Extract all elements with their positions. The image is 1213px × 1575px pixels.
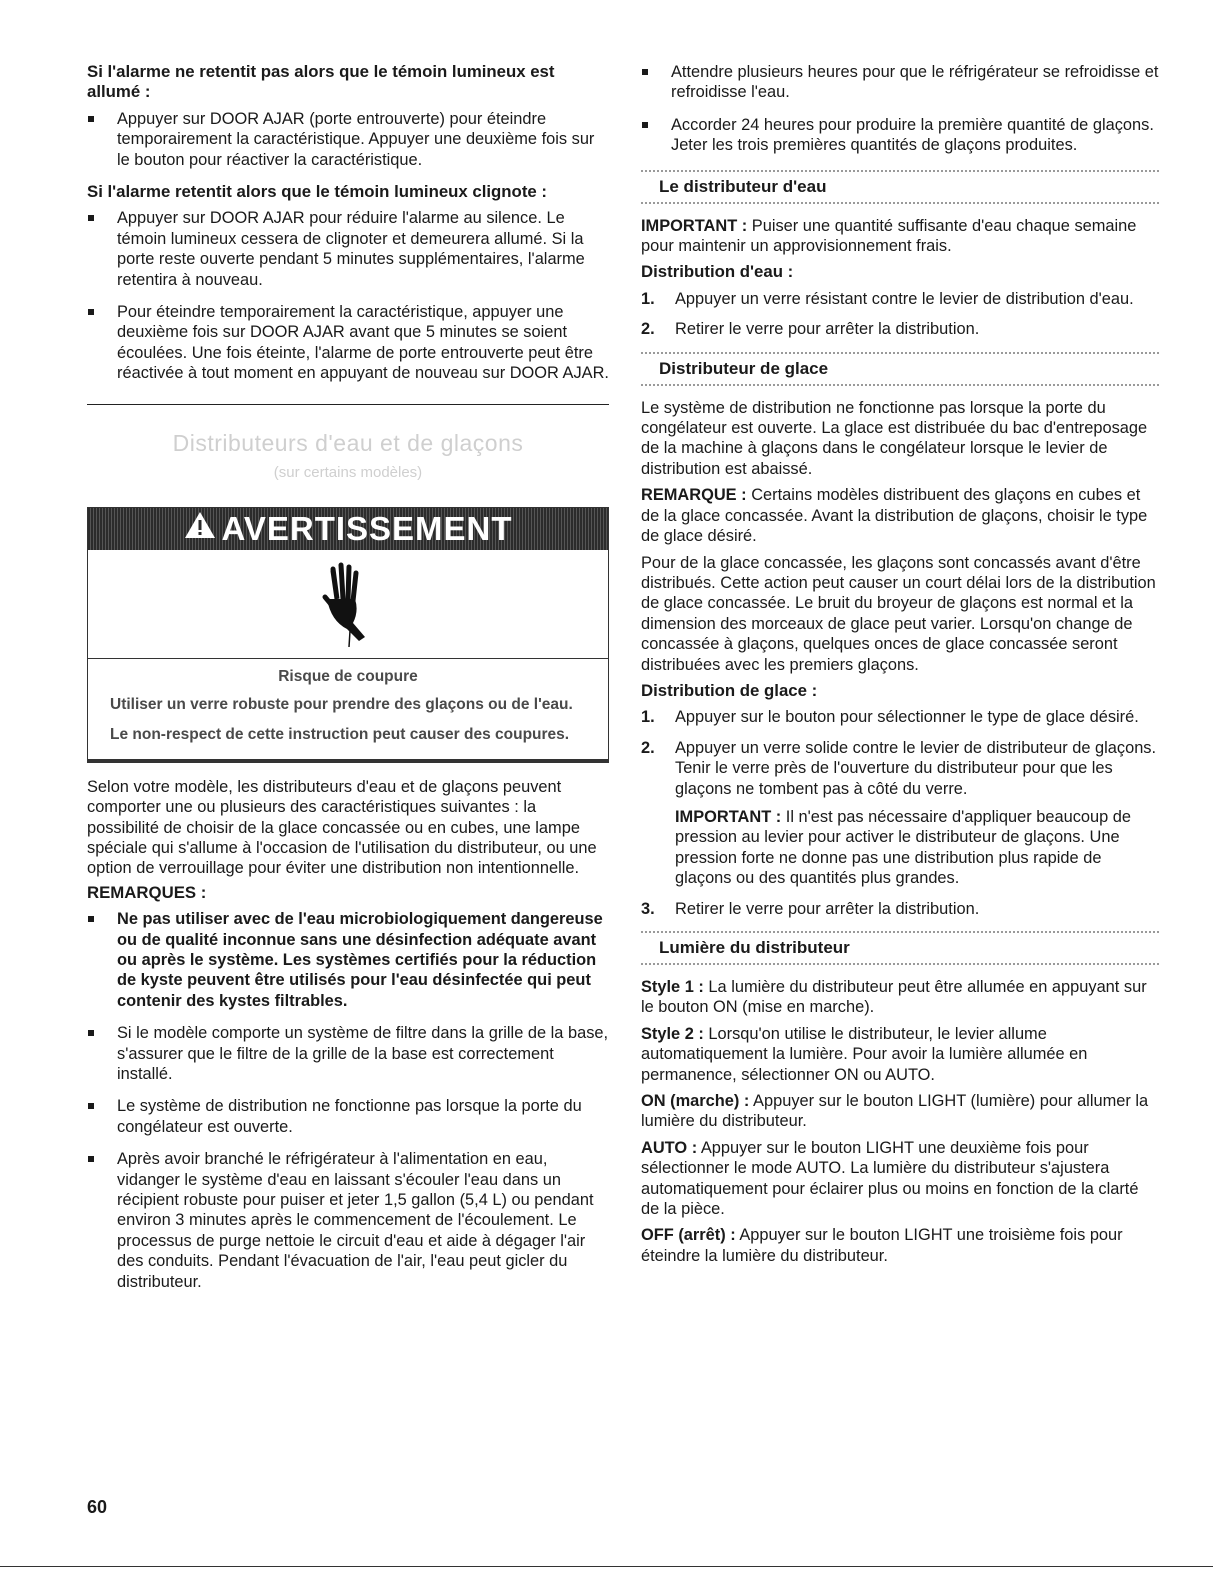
note-label: REMARQUE : xyxy=(641,486,747,505)
ice-paragraph-2: Pour de la glace concassée, les glaçons sont concassés avant d'être distribués. Cette action peut causer un court délai lors de la distribution de glace concassée. Le bruit du broyeur de glaçons est normal et la dimension des morceaux de glace peut varier. Lorsqu'on change de concassée à glaçons, quelques onces de glace concassée seront distribuées avec les premiers glaçons. xyxy=(641,553,1156,674)
item-text: Lorsqu'on utilise le distributeur, le levier allume automatiquement la lumière. Pour avoir la lumière allumée en permanence, sélectionner ON ou AUTO. xyxy=(641,1024,1088,1084)
dotted-rule xyxy=(641,202,1159,204)
list-item xyxy=(641,899,1159,919)
ice-note xyxy=(641,485,1159,546)
warning-box xyxy=(87,507,609,763)
dotted-rule xyxy=(641,963,1159,965)
warning-title: AVERTISSEMENT xyxy=(221,509,513,547)
item-text: Appuyer sur le bouton LIGHT une deuxième fois pour sélectionner le mode AUTO. La lumière du distributeur s'ajustera automatiquement pour éclairer plus ou moins en fonction de la clarté de la pièce. xyxy=(641,1138,1139,1219)
water-dispenser-title: Le distributeur d'eau xyxy=(659,176,827,196)
water-important xyxy=(641,216,1159,257)
cut-hand-icon xyxy=(88,550,608,659)
remarks-heading: REMARQUES : xyxy=(87,882,207,902)
dispenser-intro: Selon votre modèle, les distributeurs d'eau et de glaçons peuvent comporter une ou plusieurs des caractéristiques suivantes : la possibilité de choisir de la glace concassée ou en cubes, une lampe spéciale qui s'allume à l'occasion de l'utilisation du distributeur, ou une option de verrouillage pour éviter une distribution non intentionnelle. xyxy=(87,777,597,878)
list-item: Appuyer sur DOOR AJAR (porte entrouverte) pour éteindre temporairement la caractéristique. Appuyer une deuxième fois sur le bouton pour réactiver la caractéristique. xyxy=(87,109,609,170)
item-text: Appuyer sur le bouton LIGHT une troisième fois pour éteindre la lumière du distributeur. xyxy=(641,1226,1123,1265)
warning-line-2: Le non-respect de cette instruction peut causer des coupures. xyxy=(110,725,570,743)
section-subtitle: (sur certains modèles) xyxy=(273,463,423,481)
ice-dispenser-title-box xyxy=(641,352,1159,386)
item-text: Appuyer sur le bouton LIGHT (lumière) pour allumer la lumière du distributeur. xyxy=(641,1092,1149,1131)
important-text: Il n'est pas nécessaire d'appliquer beaucoup de pression au levier pour activer le distributeur de glaçons. Une pression forte ne donne pas une distribution plus rapide de glaçons ou des quantités plus grandes. xyxy=(675,807,1132,888)
ice-startup-list xyxy=(641,62,1159,156)
light-style-2 xyxy=(641,1024,1159,1085)
alarm-steady-list xyxy=(87,109,609,170)
bottom-rule xyxy=(0,1566,1213,1567)
water-dispenser-title-box xyxy=(641,170,1159,204)
step-number: 2. xyxy=(641,738,655,757)
list-item: Pour éteindre temporairement la caractéristique, appuyer une deuxième fois sur DOOR AJAR avant que 5 minutes se soient écoulées. Une fois éteinte, l'alarme de porte entrouverte peut être réactivée à tout moment en appuyant de nouveau sur DOOR AJAR. xyxy=(87,302,609,384)
step-number: 1. xyxy=(641,289,655,308)
list-item: Appuyer sur DOOR AJAR pour réduire l'alarme au silence. Le témoin lumineux cessera de clignoter et demeurera allumé. Si la porte reste ouverte pendant 5 minutes supplémentaires, l'alarme retentira à nouveau. xyxy=(87,208,609,290)
alarm-steady-heading: Si l'alarme ne retentit pas alors que le témoin lumineux est allumé : xyxy=(87,62,555,102)
list-item xyxy=(641,289,1159,309)
light-auto xyxy=(641,1138,1159,1220)
item-text: La lumière du distributeur peut être allumée en appuyant sur le bouton ON (mise en marche). xyxy=(641,978,1147,1017)
ice-paragraph-1: Le système de distribution ne fonctionne pas lorsque la porte du congélateur est ouverte. La glace est distribuée du bac d'entreposage de la machine à glaçons dans le congélateur lorsque le levier de distribution est abaissé. xyxy=(641,398,1148,478)
item-label: ON (marche) : xyxy=(641,1092,750,1111)
ice-dispenser-title: Distributeur de glace xyxy=(659,358,829,378)
list-item: Si le modèle comporte un système de filtre dans la grille de la base, s'assurer que le filtre de la grille de la base est correctement installé. xyxy=(87,1023,609,1084)
step-text: Retirer le verre pour arrêter la distribution. xyxy=(675,899,980,918)
right-column xyxy=(641,62,1159,1266)
warning-body xyxy=(88,659,608,762)
ice-distribution-heading: Distribution de glace : xyxy=(641,680,818,700)
important-label: IMPORTANT : xyxy=(641,216,748,235)
list-item: Ne pas utiliser avec de l'eau microbiologiquement dangereuse ou de qualité inconnue sans une désinfection adéquate avant ou après le système. Les systèmes certifiés pour la réduction de kyste peuvent être utilisés pour l'eau désinfectée qui peut contenir des kystes filtrables. xyxy=(87,909,609,1011)
step-text: Appuyer sur le bouton pour sélectionner le type de glace désiré. xyxy=(675,708,1139,727)
step-text: Retirer le verre pour arrêter la distribution. xyxy=(675,320,980,339)
left-column xyxy=(87,62,609,1304)
warning-risk: Risque de coupure xyxy=(278,667,418,685)
alarm-blink-heading: Si l'alarme retentit alors que le témoin lumineux clignote : xyxy=(87,182,547,202)
list-item xyxy=(641,738,1159,889)
item-label: AUTO : xyxy=(641,1138,698,1157)
light-style-1 xyxy=(641,977,1159,1018)
step-important xyxy=(675,807,1159,889)
list-item: Accorder 24 heures pour produire la première quantité de glaçons. Jeter les trois premières quantités de glaçons produites. xyxy=(641,115,1159,156)
item-label: Style 2 : xyxy=(641,1024,704,1043)
dotted-rule xyxy=(641,384,1159,386)
note-text: Certains modèles distribuent des glaçons en cubes et de la glace concassée. Avant la distribution de glaçons, choisir le type de glace désiré. xyxy=(641,486,1148,546)
item-label: OFF (arrêt) : xyxy=(641,1226,736,1245)
warning-line-1: Utiliser un verre robuste pour prendre des glaçons ou de l'eau. xyxy=(110,695,573,713)
list-item xyxy=(641,319,1159,339)
list-item: Après avoir branché le réfrigérateur à l'alimentation en eau, vidanger le système d'eau en laissant s'écouler l'eau dans un récipient robuste pour puiser et jeter 1,5 gallon (5,4 L) ou pendant environ 3 minutes après le commencement de l'écoulement. Le processus de purge nettoie le circuit d'eau et aide à dégager l'air des conduits. Pendant l'évacuation de l'air, l'eau peut gicler du distributeur. xyxy=(87,1149,609,1292)
item-label: Style 1 : xyxy=(641,978,704,996)
water-distribution-heading: Distribution d'eau : xyxy=(641,262,794,282)
step-number: 3. xyxy=(641,899,655,918)
warning-triangle-icon xyxy=(183,508,217,550)
list-item: Attendre plusieurs heures pour que le réfrigérateur se refroidisse et refroidisse l'eau. xyxy=(641,62,1159,103)
step-text: Appuyer un verre résistant contre le levier de distribution d'eau. xyxy=(675,289,1134,308)
ice-steps xyxy=(641,707,1159,919)
dispenser-light-title: Lumière du distributeur xyxy=(659,938,850,957)
light-off xyxy=(641,1225,1159,1266)
step-text: Appuyer un verre solide contre le levier de distributeur de glaçons. Tenir le verre près de l'ouverture du distributeur pour que les glaçons ne tombent pas à côté du verre. xyxy=(675,738,1157,798)
step-number: 1. xyxy=(641,708,655,727)
list-item xyxy=(641,707,1159,727)
step-number: 2. xyxy=(641,320,655,339)
water-steps xyxy=(641,289,1159,340)
section-title: Distributeurs d'eau et de glaçons xyxy=(172,429,524,456)
alarm-blink-list xyxy=(87,208,609,383)
remarks-list xyxy=(87,909,609,1292)
warning-header xyxy=(88,508,608,550)
page-number: 60 xyxy=(87,1497,108,1517)
light-on xyxy=(641,1091,1159,1132)
important-text: Puiser une quantité suffisante d'eau chaque semaine pour maintenir un approvisionnement frais. xyxy=(641,216,1137,256)
light-title-box xyxy=(641,931,1159,965)
list-item: Le système de distribution ne fonctionne pas lorsque la porte du congélateur est ouverte. xyxy=(87,1096,609,1137)
section-divider xyxy=(87,404,609,405)
important-label: IMPORTANT : xyxy=(675,807,782,826)
